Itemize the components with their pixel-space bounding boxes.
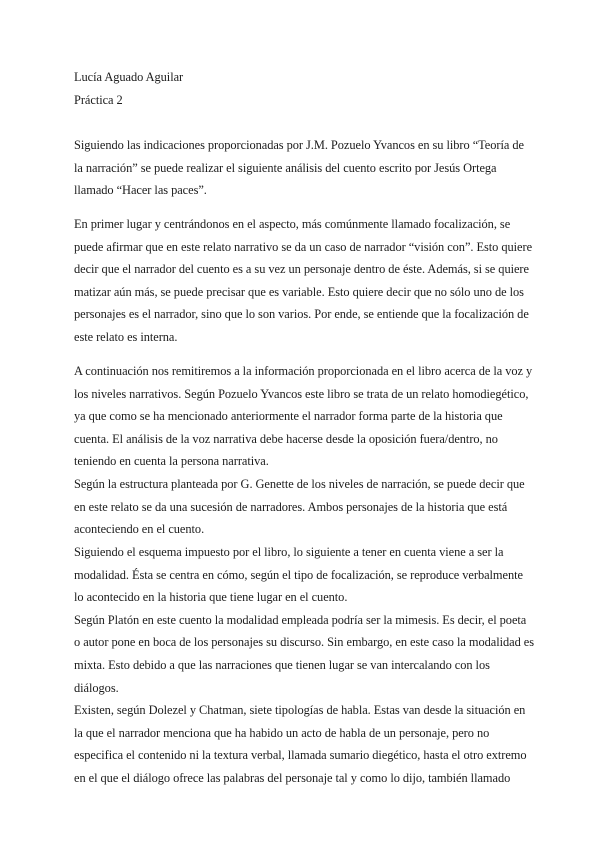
paragraph-line: matizar aún más, se puede precisar que es variable. Esto quiere decir que no sólo uno de los [74, 284, 524, 299]
paragraph-line: ya que como se ha mencionado anteriormente el narrador forma parte de la historia que [74, 409, 503, 424]
author-name: Lucía Aguado Aguilar [74, 70, 184, 84]
paragraph-line: la narración” se puede realizar el siguiente análisis del cuento escrito por Jesús Ortega [74, 160, 497, 175]
paragraph-line: en el que el diálogo ofrece las palabras del personaje tal y como lo dijo, también llamado [74, 770, 511, 785]
paragraph-line: llamado “Hacer las paces”. [74, 183, 207, 198]
paragraph-line: decir que el narrador del cuento es a su vez un personaje dentro de éste. Además, si se quiere [74, 262, 529, 277]
paragraph-line: Según Platón en este cuento la modalidad empleada podría ser la mimesis. Es decir, el poeta [74, 612, 527, 627]
paragraph-line: puede afirmar que en este relato narrativo se da un caso de narrador “visión con”. Esto quiere [74, 239, 533, 254]
paragraph-line: en este relato se da una sucesión de narradores. Ambos personajes de la historia que está [74, 499, 508, 514]
assignment-title: Práctica 2 [74, 92, 123, 107]
paragraph-modality [74, 541, 534, 790]
document-header [74, 66, 534, 111]
paragraph-line: Siguiendo el esquema impuesto por el libro, lo siguiente a tener en cuenta viene a ser la [74, 545, 504, 559]
paragraph-line: cuenta. El análisis de la voz narrativa debe hacerse desde la oposición fuera/dentro, no [74, 431, 498, 446]
paragraph-line: teniendo en cuenta la persona narrativa. [74, 454, 269, 469]
paragraph-line: este relato es interna. [74, 329, 178, 344]
paragraph-line: la que el narrador menciona que ha habido un acto de habla de un personaje, pero no [74, 725, 490, 740]
paragraph-introduction [74, 134, 534, 202]
paragraph-line: personajes es el narrador, sino que lo son varios. Por ende, se entiende que la focalización de [74, 307, 529, 322]
paragraph-line: aconteciendo en el cuento. [74, 522, 205, 537]
paragraph-narrative-voice [74, 360, 534, 541]
paragraph-line: mixta. Esto debido a que las narraciones que tienen lugar se van intercalando con los [74, 657, 490, 672]
paragraph-line: modalidad. Ésta se centra en cómo, según el tipo de focalización, se reproduce verbalmente [74, 567, 523, 582]
paragraph-line: diálogos. [74, 680, 119, 695]
paragraph-line: lo acontecido en la historia que tiene lugar en el cuento. [74, 590, 348, 605]
paragraph-line: o autor pone en boca de los personajes su discurso. Sin embargo, en este caso la modalidad es [74, 635, 534, 650]
paragraph-line: especifica el contenido ni la textura verbal, llamada sumario diegético, hasta el otro extremo [74, 748, 527, 763]
paragraph-line: Existen, según Dolezel y Chatman, siete tipologías de habla. Estas van desde la situación en [74, 703, 526, 718]
paragraph-line: Según la estructura planteada por G. Genette de los niveles de narración, se puede decir que [74, 476, 525, 491]
paragraph-line: los niveles narrativos. Según Pozuelo Yvancos este libro se trata de un relato homodiegético, [74, 386, 529, 401]
paragraph-focalization [74, 213, 534, 349]
paragraph-line: En primer lugar y centrándonos en el aspecto, más comúnmente llamado focalización, se [74, 217, 511, 231]
paragraph-line: A continuación nos remitiremos a la información proporcionada en el libro acerca de la voz y [74, 364, 533, 378]
paragraph-line: Siguiendo las indicaciones proporcionadas por J.M. Pozuelo Yvancos en su libro “Teoría de [74, 138, 524, 152]
